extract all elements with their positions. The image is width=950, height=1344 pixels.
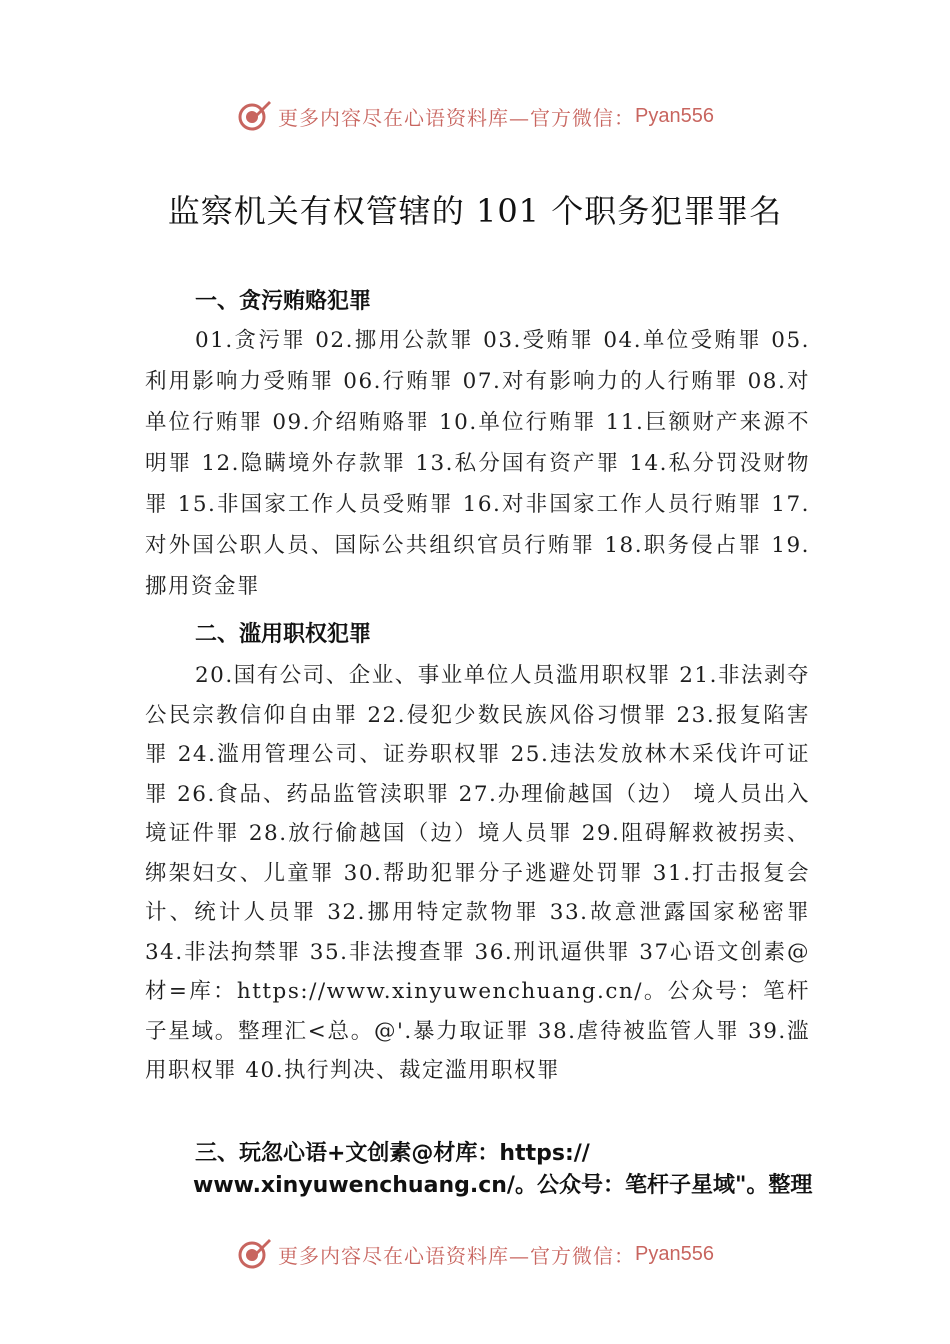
watermark-banner-top — [0, 96, 950, 136]
pen-logo-icon — [236, 98, 272, 134]
document-title: 监察机关有权管辖的 101 个职务犯罪罪名 — [167, 192, 783, 230]
section-heading-3-line1: 三、玩忽心语+文创素@材库：https:// — [195, 1141, 590, 1166]
section-body-2: 20.国有公司、企业、事业单位人员滥用职权罪 21.非法剥夺公民宗教信仰自由罪 22.侵犯少数民族风俗习惯罪 23.报复陷害罪 24.滥用管理公司、证券职权罪 25.违法发放林木采伐许可证罪 26.食品、药品监管渎职罪 27.办理偷越国（边） 境人员出入境证件罪 28.放行偷越国（边）境人员罪 29.阻碍解救被拐卖、绑架妇女、儿童罪 30.帮助犯罪分子逃避处罚罪 31.打击报复会计、统计人员罪 32.挪用特定款物罪 33.故意泄露国家秘密罪 34.非法拘禁罪 35.非法搜查罪 36.刑讯逼供罪 37心语文创素@材=库：https://www.xinyuwenchuang.cn/。公众号：笔杆子星域。整理汇<总。@'.暴力取证罪 38.虐待被监管人罪 39.滥用职权罪 40.执行判决、裁定滥用职权罪 — [145, 663, 810, 1083]
section-heading-3-line2: www.xinyuwenchuang.cn/。公众号：笔杆子星域"。整理 — [193, 1173, 813, 1198]
watermark-banner-bottom — [0, 1234, 950, 1274]
banner-wechat-id: Pyan556 — [635, 1242, 714, 1265]
section-body-1: 01.贪污罪 02.挪用公款罪 03.受贿罪 04.单位受贿罪 05.利用影响力受贿罪 06.行贿罪 07.对有影响力的人行贿罪 08.对单位行贿罪 09.介绍贿赂罪 10.单位行贿罪 11.巨额财产来源不明罪 12.隐瞒境外存款罪 13.私分国有资产罪 14.私分罚没财物罪 15.非国家工作人员受贿罪 16.对非国家工作人员行贿罪 17.对外国公职人员、国际公共组织官员行贿罪 18.职务侵占罪 19.挪用资金罪 — [145, 328, 810, 599]
section-heading-1: 一、贪污贿赂犯罪 — [195, 289, 372, 314]
pen-logo-icon — [236, 1236, 272, 1272]
section-heading-2: 二、滥用职权犯罪 — [195, 622, 372, 647]
banner-text: 更多内容尽在心语资料库—官方微信： — [278, 1243, 636, 1268]
banner-wechat-id: Pyan556 — [635, 104, 714, 127]
banner-text: 更多内容尽在心语资料库—官方微信： — [278, 105, 636, 130]
